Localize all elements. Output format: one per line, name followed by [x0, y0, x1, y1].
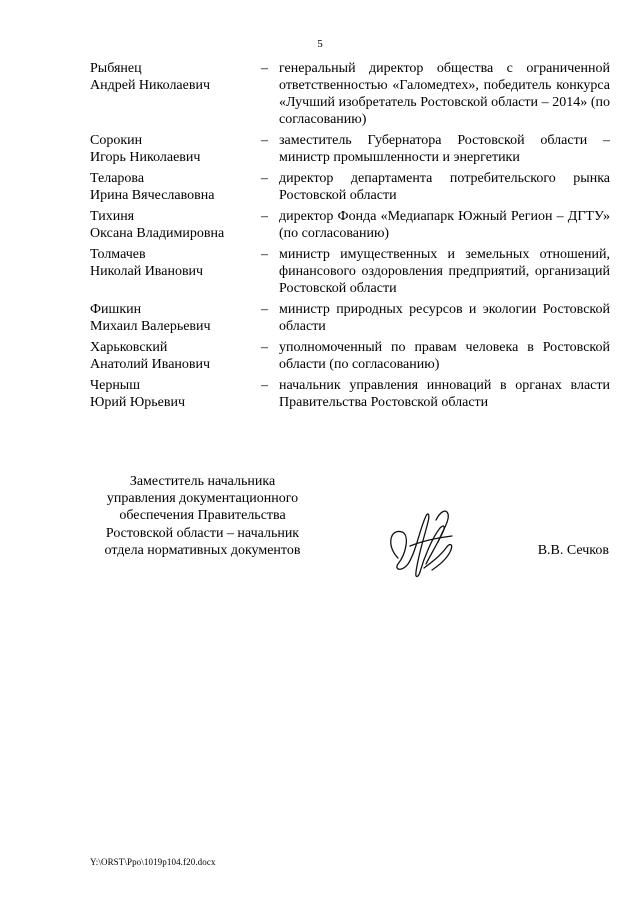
member-role: заместитель Губернатора Ростовской области – министр промышленности и энергетики — [279, 133, 610, 165]
member-role: уполномоченный по правам человека в Ростовской области (по согласованию) — [279, 340, 610, 372]
member-row — [90, 246, 610, 297]
member-name — [90, 246, 255, 280]
member-given-names: Андрей Николаевич — [90, 78, 210, 93]
member-row — [90, 377, 610, 411]
member-row — [90, 301, 610, 335]
handwritten-signature — [380, 498, 470, 588]
signatory-position — [80, 473, 325, 559]
member-given-names: Ирина Вячеславовна — [90, 188, 215, 203]
member-dash: – — [261, 302, 268, 317]
member-surname: Черныш — [90, 378, 140, 393]
member-name — [90, 339, 255, 373]
member-row — [90, 60, 610, 128]
member-surname: Сорокин — [90, 133, 143, 148]
member-surname: Харьковский — [90, 340, 168, 355]
member-given-names: Юрий Юрьевич — [90, 395, 186, 410]
member-dash: – — [261, 171, 268, 186]
member-surname: Рыбянец — [90, 61, 142, 76]
member-name — [90, 301, 255, 335]
member-name — [90, 377, 255, 411]
signatory-position-line: Заместитель начальника — [129, 474, 276, 489]
page-number: 5 — [317, 38, 323, 50]
signatory-name: В.В. Сечков — [537, 543, 609, 558]
member-name — [90, 60, 255, 94]
member-row — [90, 208, 610, 242]
member-dash: – — [261, 340, 268, 355]
member-surname: Тихиня — [90, 209, 135, 224]
member-surname: Фишкин — [90, 302, 142, 317]
member-row — [90, 132, 610, 166]
signatory-position-line: отдела нормативных документов — [104, 542, 301, 558]
footer-file-path: Y:\ORST\Ppo\1019p104.f20.docx — [90, 857, 216, 867]
member-name — [90, 208, 255, 242]
member-name — [90, 170, 255, 204]
member-name — [90, 132, 255, 166]
member-dash: – — [261, 133, 268, 148]
member-role: директор департамента потребительского рынка Ростовской области — [279, 171, 610, 203]
member-role: министр природных ресурсов и экологии Ростовской области — [279, 302, 610, 334]
member-surname: Толмачев — [90, 247, 146, 262]
member-surname: Теларова — [90, 171, 145, 186]
member-given-names: Оксана Владимировна — [90, 226, 225, 241]
member-given-names: Игорь Николаевич — [90, 150, 201, 165]
signatory-position-line: обеспечения Правительства — [119, 508, 286, 524]
member-row — [90, 339, 610, 373]
member-role: генеральный директор общества с ограниченной ответственностью «Галомедтех», победитель конкурса «Лучший изобретатель Ростовской области – 2014» (по согласованию) — [279, 61, 610, 127]
member-given-names: Николай Иванович — [90, 264, 204, 279]
member-role: министр имущественных и земельных отношений, финансового оздоровления предприятий, организаций Ростовской области — [279, 247, 610, 296]
member-dash: – — [261, 209, 268, 224]
member-given-names: Анатолий Иванович — [90, 357, 211, 372]
member-row — [90, 170, 610, 204]
member-dash: – — [261, 378, 268, 393]
signatory-position-line: управления документационного — [106, 491, 299, 507]
members-list — [90, 60, 610, 415]
member-role: начальник управления инноваций в органах власти Правительства Ростовской области — [279, 378, 610, 410]
signatory-position-line: Ростовской области – начальник — [105, 525, 300, 541]
member-dash: – — [261, 247, 268, 262]
member-dash: – — [261, 61, 268, 76]
member-role: директор Фонда «Медиапарк Южный Регион – ДГТУ» (по согласованию) — [279, 209, 610, 241]
member-given-names: Михаил Валерьевич — [90, 319, 211, 334]
